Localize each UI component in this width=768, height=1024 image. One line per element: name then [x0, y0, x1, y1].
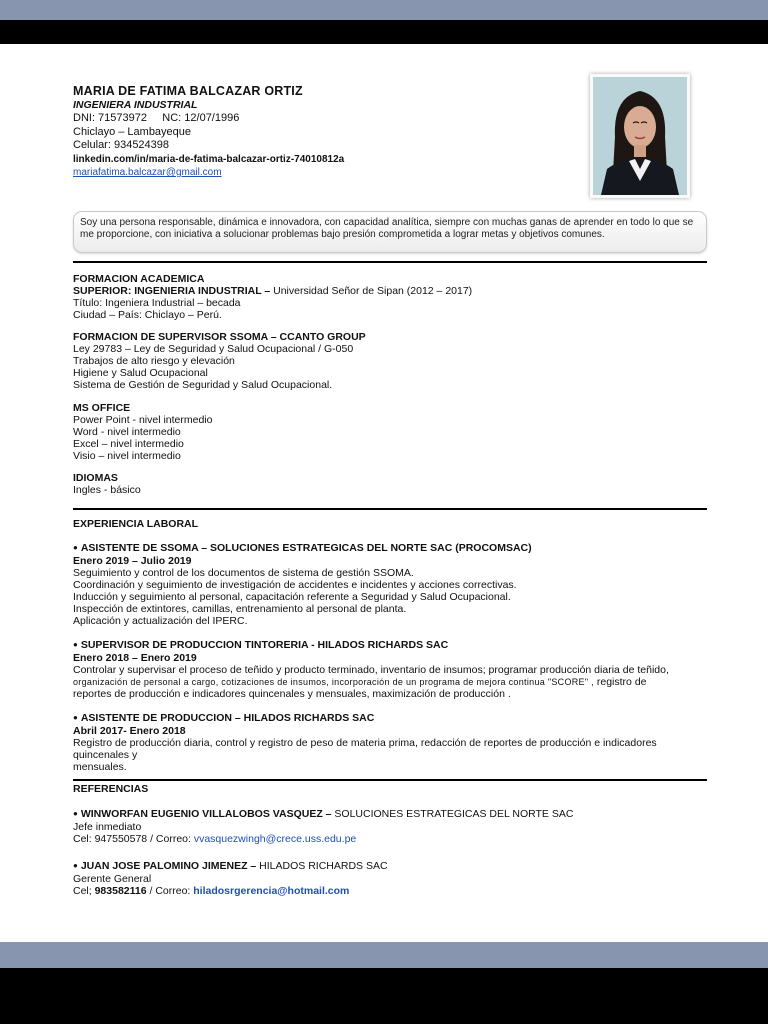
profile-summary: Soy una persona responsable, dinámica e innovadora, con capacidad analítica, siempre con muchas ganas de aprender en todo lo que se me proporcione, con iniciativa a solucionar problemas bajo presión comprometida a lograr metas y objetivos comunes.: [73, 211, 707, 253]
list-item: Inducción y seguimiento al personal, capacitación referente a Seguridad y Salud Ocupacional.: [73, 591, 511, 603]
list-item: Power Point - nivel intermedio: [73, 414, 213, 426]
job-period: Enero 2019 – Julio 2019: [73, 555, 192, 567]
list-item: Trabajos de alto riesgo y elevación: [73, 355, 235, 367]
job-3: [73, 712, 713, 773]
job-description: reportes de producción e indicadores quincenales y mensuales, maximización de producción .: [73, 688, 511, 700]
job-period: Enero 2018 – Enero 2019: [73, 652, 197, 664]
job-title: ● ASISTENTE DE PRODUCCION – HILADOS RICHARDS SAC: [73, 712, 375, 724]
bullet-icon: ●: [73, 809, 78, 818]
list-item: Seguimiento y control de los documentos de sistema de gestión SSOMA.: [73, 567, 414, 579]
divider: [73, 508, 707, 510]
job-description: Controlar y supervisar el proceso de teñido y producto terminado, inventario de insumos; programar producción diaria de teñido,: [73, 664, 669, 676]
reference-contact: Cel; 983582116 / Correo: hiladosrgerencia@hotmail.com: [73, 885, 350, 897]
office-section: [73, 402, 713, 462]
list-item: Ingles - básico: [73, 484, 141, 496]
bullet-icon: ●: [73, 640, 78, 649]
list-item: Higiene y Salud Ocupacional: [73, 367, 208, 379]
reference-email-link[interactable]: vvasquezwingh@crece.uss.edu.pe: [193, 833, 357, 845]
ssoma-section: [73, 331, 713, 391]
divider: [73, 779, 707, 781]
divider: [73, 261, 707, 263]
reference-2: [73, 860, 713, 897]
cv-header: [73, 85, 553, 180]
profile-photo: [590, 74, 690, 198]
reference-contact: Cel: 947550578 / Correo: vvasquezwingh@crece.uss.edu.pe: [73, 833, 357, 845]
reference-name: ● WINWORFAN EUGENIO VILLALOBOS VASQUEZ – SOLUCIONES ESTRATEGICAS DEL NORTE SAC: [73, 808, 574, 820]
list-item: Visio – nivel intermedio: [73, 450, 181, 462]
job-period: Abril 2017- Enero 2018: [73, 725, 186, 737]
list-item: Excel – nivel intermedio: [73, 438, 184, 450]
reference-1: [73, 808, 713, 845]
phone-line: Celular: 934524398: [73, 139, 170, 151]
bottom-band: [0, 942, 768, 968]
section-heading: MS OFFICE: [73, 402, 131, 414]
job-1: [73, 542, 713, 627]
section-heading: FORMACION DE SUPERVISOR SSOMA – CCANTO GROUP: [73, 331, 366, 343]
reference-name: ● JUAN JOSE PALOMINO JIMENEZ – HILADOS RICHARDS SAC: [73, 860, 388, 872]
reference-role: Jefe inmediato: [73, 821, 142, 833]
portrait-image: [593, 77, 687, 195]
reference-role: Gerente General: [73, 873, 152, 885]
job-description: Registro de producción diaria, control y registro de peso de materia prima, redacción de reportes de producción e indicadores quincenales y: [73, 737, 657, 761]
job-title: ● ASISTENTE DE SSOMA – SOLUCIONES ESTRATEGICAS DEL NORTE SAC (PROCOMSAC): [73, 542, 532, 554]
bottom-black-bar: [0, 968, 768, 1024]
job-2: [73, 639, 713, 700]
references-heading: [73, 783, 713, 795]
list-item: Word - nivel intermedio: [73, 426, 181, 438]
section-heading: IDIOMAS: [73, 472, 118, 484]
title-line: Título: Ingeniera Industrial – becada: [73, 297, 241, 309]
list-item: Sistema de Gestión de Seguridad y Salud Ocupacional.: [73, 379, 333, 391]
email-link[interactable]: mariafatima.balcazar@gmail.com: [73, 167, 222, 178]
section-heading: FORMACION ACADEMICA: [73, 273, 205, 285]
top-black-bar: [0, 20, 768, 44]
reference-email-link[interactable]: hiladosrgerencia@hotmail.com: [193, 885, 350, 897]
list-item: Ley 29783 – Ley de Seguridad y Salud Ocupacional / G-050: [73, 343, 354, 355]
degree-line: SUPERIOR: INGENIERIA INDUSTRIAL – Universidad Señor de Sipan (2012 – 2017): [73, 285, 473, 297]
bullet-icon: ●: [73, 713, 78, 722]
job-description: organización de personal a cargo, cotizaciones de insumos, incorporación de un programa de mejora continua "SCORE" , registro de: [73, 676, 647, 688]
top-band: [0, 0, 768, 20]
city-country-line: Ciudad – País: Chiclayo – Perú.: [73, 309, 222, 321]
section-heading: EXPERIENCIA LABORAL: [73, 518, 199, 530]
list-item: Aplicación y actualización del IPERC.: [73, 615, 248, 627]
linkedin-link[interactable]: linkedin.com/in/maria-de-fatima-balcazar-ortiz-74010812a: [73, 153, 345, 165]
dni-line: DNI: 71573972 NC: 12/07/1996: [73, 112, 240, 124]
city-line: Chiclayo – Lambayeque: [73, 125, 192, 138]
education-section: [73, 273, 713, 321]
bullet-icon: ●: [73, 861, 78, 870]
experience-heading: [73, 518, 713, 530]
full-name: MARIA DE FATIMA BALCAZAR ORTIZ: [73, 84, 303, 98]
job-title: ● SUPERVISOR DE PRODUCCION TINTORERIA - HILADOS RICHARDS SAC: [73, 639, 449, 651]
languages-section: [73, 472, 713, 496]
list-item: Inspección de extintores, camillas, entrenamiento al personal de planta.: [73, 603, 407, 615]
profession: INGENIERA INDUSTRIAL: [73, 98, 198, 111]
section-heading: REFERENCIAS: [73, 783, 149, 795]
job-description: mensuales.: [73, 761, 127, 773]
bullet-icon: ●: [73, 543, 78, 552]
list-item: Coordinación y seguimiento de investigación de accidentes e incidentes y acciones correctivas.: [73, 579, 517, 591]
